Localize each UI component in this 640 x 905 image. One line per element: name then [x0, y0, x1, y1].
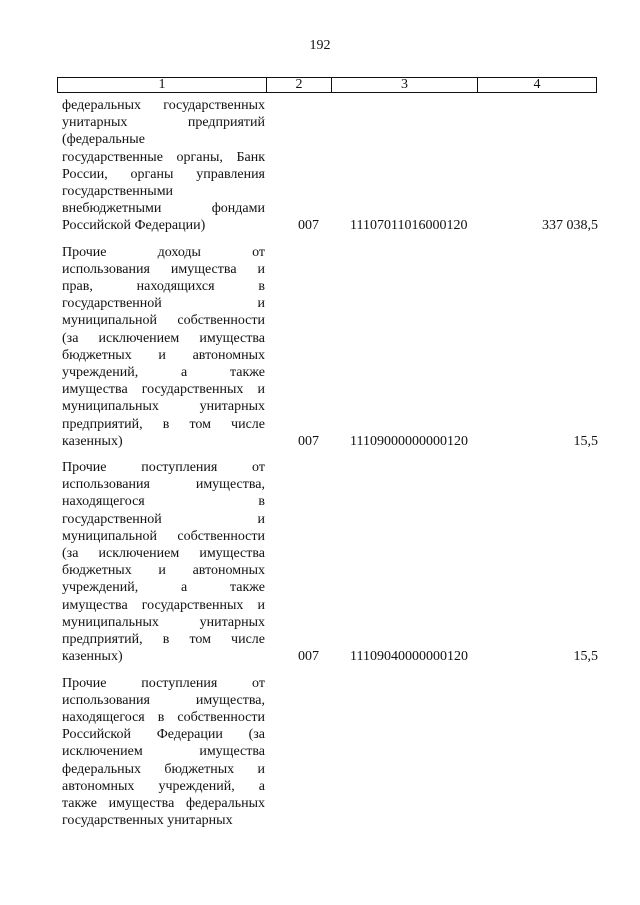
- income-name-line: государственные органы, Банк: [62, 149, 265, 165]
- admin-code: 007: [298, 433, 319, 449]
- income-name-line: имущества государственных и: [62, 597, 265, 613]
- income-name-line: Прочие поступления от: [62, 460, 265, 476]
- table-row: [62, 97, 600, 235]
- income-name: [62, 675, 265, 830]
- income-name-line: (федеральные: [62, 132, 145, 148]
- budget-classification-code: 11109000000000120: [350, 433, 468, 449]
- income-name-line: (за исключением имущества: [62, 330, 265, 346]
- header-col-4: 4: [533, 77, 541, 92]
- income-name-line: государственными: [62, 184, 174, 200]
- table-row: [62, 244, 600, 450]
- income-name-line: предприятий, в том числе: [62, 416, 265, 432]
- income-name-line: муниципальной собственности: [62, 528, 265, 544]
- budget-classification-code: 11109040000000120: [350, 649, 468, 665]
- income-name-line: бюджетных и автономных: [62, 563, 265, 579]
- income-name-line: государственной и: [62, 511, 265, 527]
- income-name-line: автономных учреждений, а: [62, 778, 265, 794]
- income-name-line: использования имущества,: [62, 692, 265, 708]
- table-row: [62, 459, 600, 665]
- income-name-line: Прочие доходы от: [62, 244, 265, 260]
- budget-classification-code: 11107011016000120: [350, 218, 468, 234]
- income-name-line: имущества государственных и: [62, 382, 265, 398]
- header-col-2: 2: [267, 78, 332, 92]
- table-body: [62, 97, 600, 838]
- income-name: [62, 97, 265, 235]
- admin-code: 007: [298, 218, 319, 234]
- income-name: [62, 459, 265, 665]
- income-name-line: использования имущества и: [62, 261, 265, 277]
- income-name: [62, 244, 265, 450]
- header-col-1: 1: [58, 78, 267, 92]
- income-name-line: Российской Федерации): [62, 218, 206, 234]
- page-number: 192: [309, 38, 331, 53]
- income-name-line: использования имущества,: [62, 477, 265, 493]
- income-name-line: федеральных государственных: [62, 98, 265, 113]
- income-name-line: учреждений, а также: [62, 580, 265, 596]
- income-name-line: муниципальных унитарных: [62, 399, 265, 415]
- income-name-line: находящегося в собственности: [62, 709, 265, 725]
- income-name-line: Прочие поступления от: [62, 675, 265, 691]
- income-name-line: также имущества федеральных: [62, 795, 265, 811]
- amount: 15,5: [573, 433, 598, 449]
- income-name-line: прав, находящихся в: [62, 279, 265, 295]
- income-name-line: предприятий, в том числе: [62, 632, 265, 648]
- income-name-line: находящегося в: [62, 494, 265, 510]
- income-name-line: (за исключением имущества: [62, 546, 265, 562]
- table-row: [62, 675, 600, 830]
- income-name-line: казенных): [62, 649, 123, 665]
- income-name-line: унитарных предприятий: [62, 115, 265, 131]
- income-name-line: муниципальной собственности: [62, 313, 265, 329]
- header-col-3: 3: [332, 78, 478, 92]
- amount: 337 038,5: [542, 218, 598, 234]
- income-name-line: бюджетных и автономных: [62, 347, 265, 363]
- income-name-line: исключением имущества: [62, 744, 265, 760]
- income-name-line: государственных унитарных: [62, 813, 233, 829]
- table-header: [57, 77, 597, 93]
- income-name-line: учреждений, а также: [62, 365, 265, 381]
- admin-code: 007: [298, 649, 319, 665]
- income-name-line: федеральных бюджетных и: [62, 761, 265, 777]
- income-name-line: России, органы управления: [62, 166, 265, 182]
- income-name-line: государственной и: [62, 296, 265, 312]
- income-name-line: внебюджетными фондами: [62, 201, 265, 217]
- income-name-line: муниципальных унитарных: [62, 614, 265, 630]
- income-name-line: Российской Федерации (за: [62, 727, 265, 743]
- income-name-line: казенных): [62, 433, 123, 449]
- amount: 15,5: [573, 649, 598, 665]
